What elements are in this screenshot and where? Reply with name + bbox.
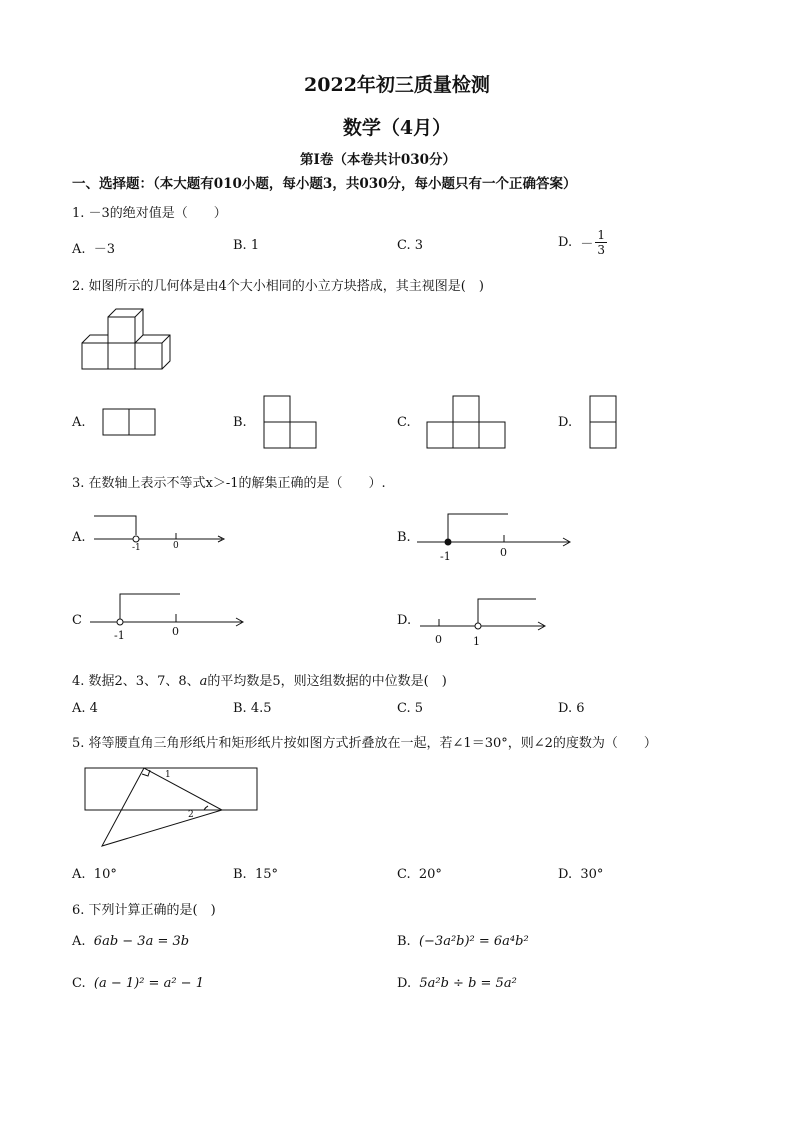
q3d-tick-0: 0 (435, 633, 442, 646)
question-2-text: 2. 如图所示的几何体是由4个大小相同的小立方块搭成，其主视图是( ) (72, 279, 484, 294)
q5-option-c[interactable]: C. 20° (397, 867, 442, 882)
question-3-text: 3. 在数轴上表示不等式x＞-1的解集正确的是（ ）. (72, 476, 386, 491)
q3-option-c-label: C (72, 613, 82, 628)
q1-option-c[interactable]: C. 3 (397, 238, 424, 253)
q5-option-a[interactable]: A. 10° (72, 867, 117, 882)
q4-option-a[interactable]: A. 4 (72, 701, 98, 716)
triangle-rectangle-figure (82, 764, 262, 849)
fraction: $\frac{1}{3}$ (597, 228, 606, 257)
q5-option-b[interactable]: B. 15° (233, 867, 278, 882)
q3b-tick-0: 0 (500, 546, 507, 559)
q3-option-a-numberline[interactable] (92, 512, 232, 557)
exam-subject: 数学（4月） (342, 117, 452, 139)
angle-2-label: 2 (188, 810, 194, 820)
q6-option-c[interactable]: C. (a − 1)² = a² − 1 (72, 976, 204, 991)
q3-option-a-label: A. (72, 530, 86, 545)
q2-option-b-figure[interactable] (263, 395, 319, 451)
q3-option-b-numberline[interactable] (415, 510, 575, 550)
section-heading: 一、选择题：（本大题有010小题，每小题3，共030分，每小题只有一个正确答案） (72, 176, 577, 192)
q1-option-d[interactable]: D. － $\frac{1}{3}$ (558, 228, 606, 257)
q3b-tick-minus1: -1 (440, 550, 451, 563)
q3d-tick-1: 1 (473, 635, 480, 648)
q3c-tick-minus1: -1 (114, 629, 125, 642)
question-6-text: 6. 下列计算正确的是( ) (72, 903, 216, 918)
exam-title: 2022年初三质量检测 (304, 74, 490, 96)
q3a-tick-0: 0 (173, 541, 179, 551)
q3-option-d-numberline[interactable] (418, 595, 553, 635)
q4-option-b[interactable]: B. 4.5 (233, 701, 272, 716)
question-5-text: 5. 将等腰直角三角形纸片和矩形纸片按如图方式折叠放在一起，若∠1＝30°，则∠2的度数为（ ） (72, 736, 657, 751)
q6-option-a[interactable]: A. 6ab − 3a = 3b (72, 934, 190, 949)
question-4-text: 4. 数据2、3、7、8、a的平均数是5，则这组数据的中位数是( ) (72, 674, 447, 689)
q5-option-d[interactable]: D. 30° (558, 867, 604, 882)
q2-option-d-figure[interactable] (589, 395, 619, 451)
q4-option-c[interactable]: C. 5 (397, 701, 424, 716)
q4-option-d[interactable]: D. 6 (558, 701, 585, 716)
q2-option-b-label: B. (233, 415, 247, 430)
q2-option-d-label: D. (558, 415, 573, 430)
q6-option-d[interactable]: D. 5a²b ÷ b = 5a² (397, 976, 517, 991)
q6-option-b[interactable]: B. (−3a²b)² = 6a⁴b² (397, 934, 529, 949)
q2-option-a-label: A. (72, 415, 86, 430)
question-1-text: 1. －3的绝对值是（ ） (72, 206, 227, 221)
q3-option-c-numberline[interactable] (88, 590, 248, 630)
q3c-tick-0: 0 (172, 625, 179, 638)
angle-1-label: 1 (165, 770, 171, 780)
q3a-tick-minus1: -1 (132, 543, 141, 553)
q2-option-c-label: C. (397, 415, 411, 430)
cube-figure (80, 305, 175, 375)
q1-option-a[interactable]: A. －3 (72, 242, 116, 257)
q3-option-b-label: B. (397, 530, 411, 545)
q3-option-d-label: D. (397, 613, 412, 628)
q1-option-b[interactable]: B. 1 (233, 238, 260, 253)
q2-option-c-figure[interactable] (426, 395, 508, 451)
q2-option-a-figure[interactable] (102, 408, 158, 436)
volume-label: 第Ⅰ卷（本卷共计030分） (300, 152, 456, 168)
